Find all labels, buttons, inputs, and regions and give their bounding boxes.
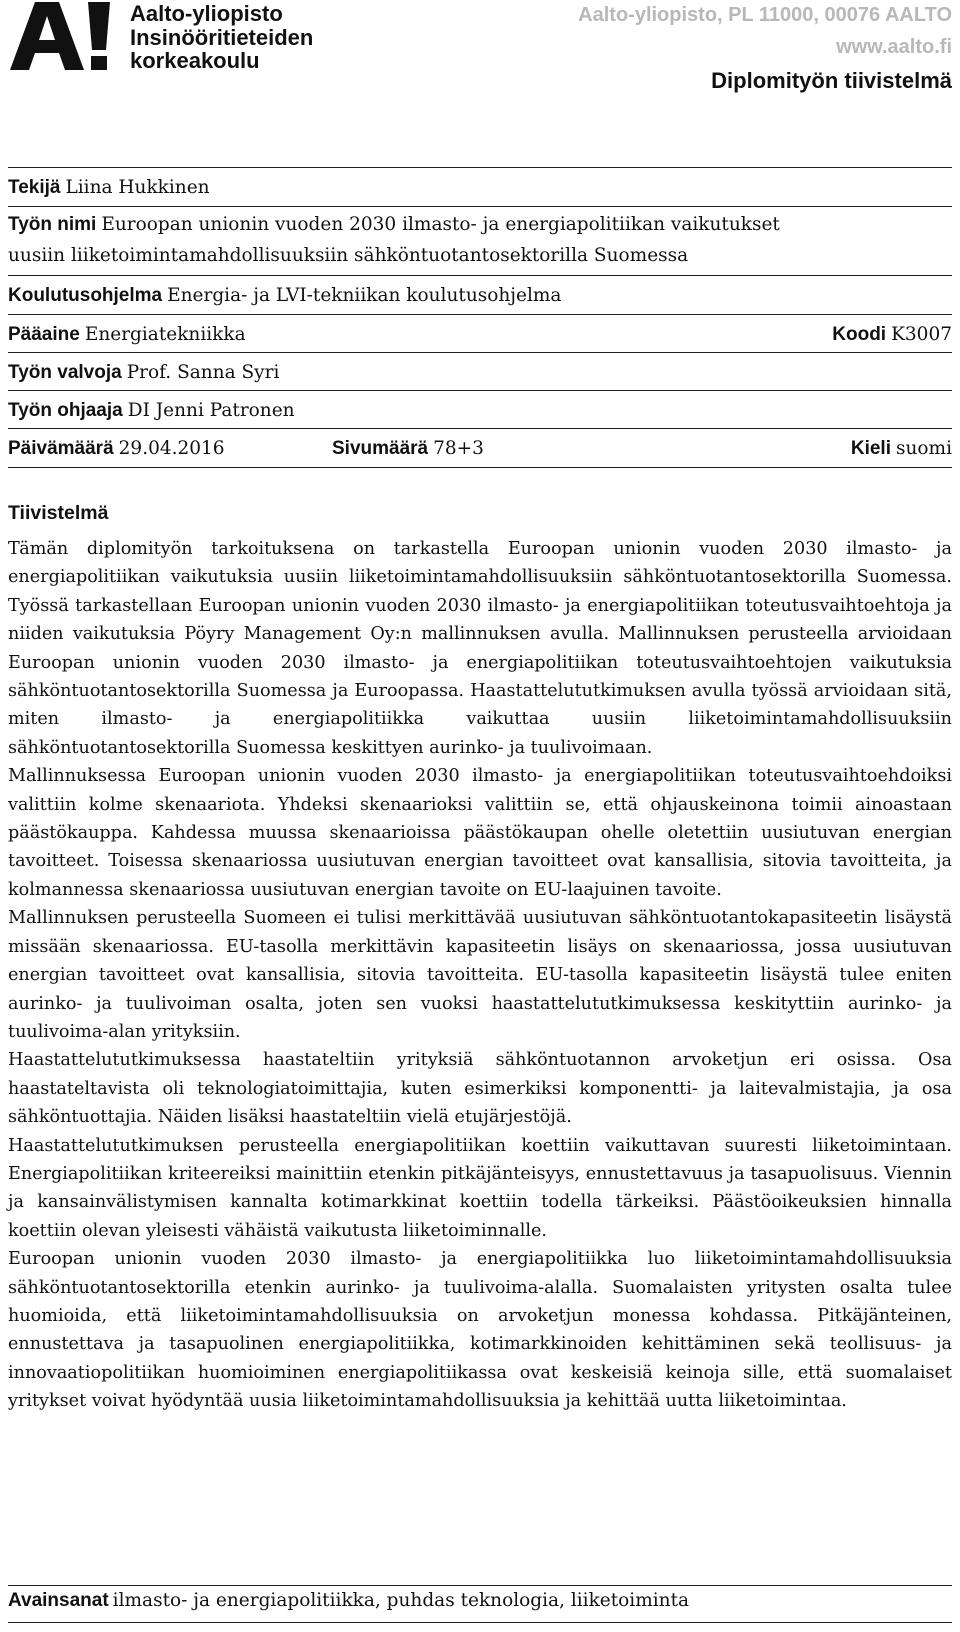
- keywords-label: Avainsanat: [8, 1590, 109, 1611]
- code-value: K3007: [891, 324, 952, 345]
- divider: [8, 352, 952, 353]
- thesis-title-line-1: Euroopan unionin vuoden 2030 ilmasto- ja energiapolitiikan vaikutukset: [101, 214, 780, 235]
- divider: [8, 467, 952, 468]
- abstract-body: [8, 535, 952, 1416]
- postal-address: Aalto-yliopisto, PL 11000, 00076 AALTO: [578, 4, 952, 26]
- aalto-logo-icon: [10, 2, 120, 72]
- abstract-paragraph: Mallinnuksen perusteella Suomeen ei tulisi merkittävää uusiutuvan sähköntuotantokapasiteetin lisäystä missään skenaariossa. EU-tasolla merkittävin kapasiteetin lisäys on skenaariossa, jossa uusiutuvan energian tavoitteet ovat kansallisia, sitovia tavoitteita. EU-tasolla kapasiteetin lisäystä tulee eniten aurinko- ja tuulivoiman osalta, joten sen vuoksi haastattelututkimuksessa keskityttiin aurinko- ja tuulivoima-alan yrityksiin.: [8, 908, 952, 1042]
- keywords-row: [8, 1590, 952, 1612]
- logo-line-2: Insinööritieteiden: [130, 24, 314, 50]
- advisor-value: DI Jenni Patronen: [127, 400, 295, 421]
- pages-value: 78+3: [433, 438, 484, 459]
- divider: [8, 390, 952, 391]
- date-value: 29.04.2016: [118, 438, 225, 459]
- programme-value: Energia- ja LVI-tekniikan koulutusohjelma: [167, 285, 562, 306]
- supervisor-value: Prof. Sanna Syri: [126, 362, 280, 383]
- supervisor-label: Työn valvoja: [8, 362, 122, 383]
- supervisor-row: [8, 355, 952, 390]
- abstract-paragraph: Haastattelututkimuksessa haastateltiin yrityksiä sähköntuotannon arvoketjun eri osissa. Osa haastateltavista oli teknologiatoimittajia, kuten esimerkiksi komponentti- ja laitevalmistajia, ja osa sähköntuottajia. Näiden lisäksi haastateltiin vielä etujärjestöjä.: [8, 1050, 952, 1128]
- thesis-title-label: Työn nimi: [8, 214, 97, 235]
- abstract-paragraph: Tämän diplomityön tarkoituksena on tarkastella Euroopan unionin vuoden 2030 ilmasto- ja energiapolitiikan vaikutuksia uusiin liiketoimintamahdollisuuksiin sähköntuotantosektorilla Suomessa. Työssä tarkastellaan Euroopan unionin vuoden 2030 ilmasto- ja energiapolitiikan toteutusvaihtoehtoja ja niiden vaikutuksia Pöyry Management Oy:n mallinnuksen avulla. Mallinnuksen perusteella arvioidaan Euroopan unionin vuoden 2030 ilmasto- ja energiapolitiikan toteutusvaihtoehtojen vaikutuksia sähköntuotantosektorilla Suomessa ja Euroopassa. Haastattelututkimuksen avulla työssä arvioidaan sitä, miten ilmasto- ja energiapolitiikka vaikuttaa uusiin liiketoimintamahdollisuuksiin sähköntuotantosektorilla Suomessa keskittyen aurinko- ja tuulivoimaan.: [8, 539, 952, 758]
- advisor-row: [8, 393, 952, 428]
- pages-field: [332, 431, 484, 466]
- date-row: [8, 431, 952, 466]
- pages-label: Sivumäärä: [332, 438, 429, 459]
- divider: [8, 275, 952, 276]
- logo-wordmark: [130, 2, 313, 73]
- abstract-paragraph: Haastattelututkimuksen perusteella energiapolitiikan koettiin vaikuttavan suuresti liiketoimintaan. Energiapolitiikan kriteereiksi mainittiin etenkin pitkäjänteisyys, ennustettavuus ja tasapuolisuus. Viennin ja kansainvälistymisen kannalta kotimarkkinat koettiin todella tärkeiksi. Päästöoikeuksien hinnalla koettiin olevan yleisesti vähäistä vaikutusta liiketoiminnalle.: [8, 1135, 952, 1241]
- divider: [8, 1622, 952, 1623]
- logo-line-1: Aalto-yliopisto: [130, 1, 283, 26]
- language-label: Kieli: [850, 438, 891, 459]
- website-address: www.aalto.fi: [836, 36, 952, 58]
- divider: [8, 206, 952, 207]
- author-label: Tekijä: [8, 177, 61, 198]
- programme-label: Koulutusohjelma: [8, 285, 163, 306]
- divider: [8, 1585, 952, 1586]
- keywords-value: ilmasto- ja energiapolitiikka, puhdas teknologia, liiketoiminta: [112, 1590, 690, 1611]
- language-value: suomi: [895, 438, 952, 459]
- code-field: [832, 317, 952, 352]
- programme-row: [8, 278, 952, 313]
- logo-line-3: korkeakoulu: [130, 48, 260, 73]
- code-label: Koodi: [832, 324, 887, 345]
- abstract-paragraph: Euroopan unionin vuoden 2030 ilmasto- ja energiapolitiikka luo liiketoimintamahdollisuuksia sähköntuotantosektorilla etenkin aurinko- ja tuulivoima-alalla. Suomalaisten yritysten osalta tulee huomioida, että liiketoimintamahdollisuuksia on arvoketjun monessa kohdassa. Pitkäjänteinen, ennustettava ja tasapuolinen energiapolitiikka, kotimarkkinoiden kehittäminen sekä teollisuus- ja innovaatiopolitiikan huomioiminen energiapolitiikassa ovat keskeisiä keinoja sille, että suomalaiset yritykset voivat hyödyntää uusia liiketoimintamahdollisuuksia ja kehittää uutta liiketoimintaa.: [8, 1249, 952, 1412]
- major-value: Energiatekniikka: [84, 324, 246, 345]
- divider: [8, 428, 952, 429]
- abstract-heading: Tiivistelmä: [8, 502, 109, 524]
- major-label: Pääaine: [8, 324, 80, 345]
- major-row: [8, 317, 952, 352]
- document-type: Diplomityön tiivistelmä: [711, 68, 952, 93]
- divider: [8, 314, 952, 315]
- author-row: [8, 170, 952, 205]
- thesis-title-row: [8, 209, 952, 271]
- advisor-label: Työn ohjaaja: [8, 400, 123, 421]
- abstract-paragraph: Mallinnuksessa Euroopan unionin vuoden 2030 ilmasto- ja energiapolitiikan toteutusvaihtoehdoiksi valittiin kolme skenaariota. Yhdeksi skenaarioksi valittiin se, että ohjauskeinona toimii ainoastaan päästökauppa. Kahdessa muussa skenaarioissa päästökaupan ohelle oletettiin uusiutuvan energian tavoitteet. Toisessa skenaariossa uusiutuvan energian tavoitteet ovat kansallisia, sitovia tavoitteita, ja kolmannessa skenaariossa uusiutuvan energian tavoite on EU-laajuinen tavoite.: [8, 766, 952, 900]
- author-value: Liina Hukkinen: [65, 177, 210, 198]
- thesis-title-line-2: uusiin liiketoimintamahdollisuuksiin sähköntuotantosektorilla Suomessa: [8, 245, 689, 266]
- date-label: Päivämäärä: [8, 438, 114, 459]
- divider: [8, 167, 952, 168]
- language-field: [851, 431, 952, 466]
